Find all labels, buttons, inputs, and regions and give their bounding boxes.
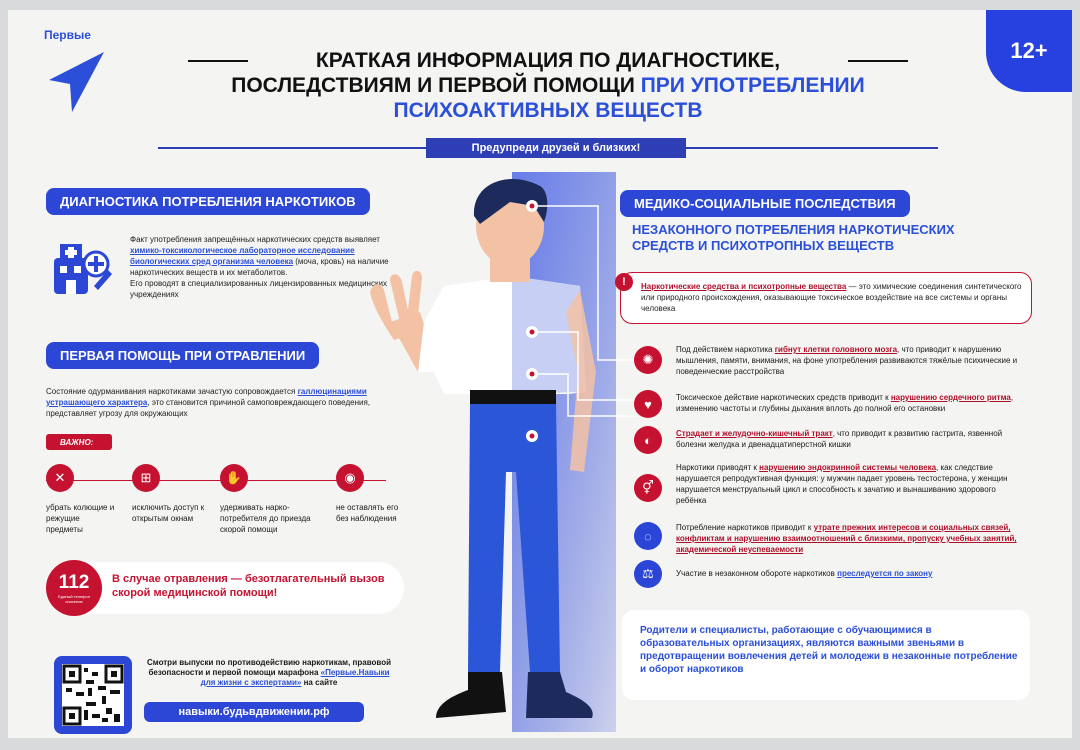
important-label: ВАЖНО: (46, 434, 112, 450)
definition-card (620, 272, 1032, 324)
definition-body: — это химические соединения синтетического или природного происхождения, оказывающие токсическое воздействие на все системы и органы человека (641, 282, 1022, 313)
gender-icon: ⚥ (634, 474, 662, 502)
consequence-5-a: Потребление наркотиков приводит к (676, 523, 814, 532)
knife-icon: ✕ (46, 464, 74, 492)
title-line-2-blue: ПРИ УПОТРЕБЛЕНИИ (640, 74, 865, 97)
emergency-card (46, 562, 404, 614)
parents-note-card (622, 610, 1030, 700)
consequences-subheading: НЕЗАКОННОГО ПОТРЕБЛЕНИЯ НАРКОТИЧЕСКИХ СРЕДСТВ И ПСИХОТРОПНЫХ ВЕЩЕСТВ (632, 222, 955, 253)
law-icon: ⚖ (634, 560, 662, 588)
diagnostics-highlight: химико-токсикологическое лабораторное исследование биологических сред организма человека (130, 246, 355, 266)
consequence-4-a: Наркотики приводят к (676, 463, 760, 472)
consequence-2 (676, 392, 1026, 414)
consequence-3-hl: Страдает и желудочно-кишечный тракт (676, 429, 833, 438)
alert-icon: ! (615, 273, 633, 291)
logo (44, 28, 114, 127)
consequence-1-a: Под действием наркотика (676, 345, 775, 354)
promo-text-main: Смотри выпуски по противодействию наркотикам, правовой безопасности и первой помощи марафона (146, 658, 392, 677)
title-line-2 (158, 73, 938, 98)
website-link[interactable]: навыки.будьвдвижении.рф (144, 702, 364, 722)
consequence-6-a: Участие в незаконном обороте наркотиков (676, 569, 838, 578)
emergency-badge (46, 560, 102, 616)
logo-text: Первые (44, 28, 91, 42)
tip-2: исключить доступ к открытым окнам (132, 503, 205, 523)
emergency-text: В случае отравления — безотлагательный вызов скорой медицинской помощи! (112, 573, 385, 599)
heart-icon: ♥ (634, 390, 662, 418)
promo-suffix: на сайте (301, 678, 338, 687)
consequence-2-a: Токсическое действие наркотических средств приводит к (676, 393, 891, 402)
diagnostics-text-a: Факт употребления запрещённых наркотических средств выявляет (130, 235, 380, 244)
consequence-3 (676, 428, 1026, 450)
parents-note: Родители и специалисты, работающие с обучающимися в образовательных организациях, являются важными звеньями в предотвращении вовлечения детей и молодежи в незаконные потребление и оборот наркотиков (640, 625, 1018, 675)
consequence-4 (676, 462, 1026, 506)
hold-person-icon: ✋ (220, 464, 248, 492)
warning-banner: Предупреди друзей и близких! (426, 138, 686, 158)
hospital-icon (48, 236, 114, 300)
consequence-5-hl: утрате прежних интересов и социальных связей, конфликтам и нарушению взаимоотношений с близкими, пропуску учебных занятий, академической неуспеваемости (676, 523, 1017, 554)
consequence-1-b: , что приводит к нарушению мышления, памяти, внимания, на фоне употребления развиваются тяжёлые психические и поведенческие расстройства (676, 345, 1018, 376)
consequence-4-b: , как следствие нарушается репродуктивная функция: у мужчин падает уровень тестостерона, у женщин нарушается менструальный цикл и способность к зачатию и вынашиванию здорового ребёнка (676, 463, 1008, 505)
consequence-2-hl: нарушению сердечного ритма (890, 393, 1011, 402)
tip-1: убрать колющие и режущие предметы (46, 503, 115, 534)
first-aid-highlight: галлюцинациями устрашающего характера (46, 387, 367, 407)
consequence-2-b: , изменению частоты и глубины дыхания вплоть до полной его остановки (676, 393, 1014, 413)
infographic-sheet (8, 10, 1072, 738)
definition-highlight: Наркотические средства и психотропные вещества (641, 282, 847, 291)
eye-icon: ◉ (336, 464, 364, 492)
diagnostics-heading: ДИАГНОСТИКА ПОТРЕБЛЕНИЯ НАРКОТИКОВ (46, 188, 370, 215)
first-aid-heading: ПЕРВАЯ ПОМОЩЬ ПРИ ОТРАВЛЕНИИ (46, 342, 319, 369)
consequence-1 (676, 344, 1026, 377)
diagnostics-text-c: Его проводят в специализированных лицензированных медицинских учреждениях (130, 279, 387, 299)
definition-text (641, 281, 1025, 314)
consequences-heading: МЕДИКО-СОЦИАЛЬНЫЕ ПОСЛЕДСТВИЯ (620, 190, 910, 217)
brain-icon: ✺ (634, 346, 662, 374)
diagnostics-text-b: (моча, кровь) на наличие наркотических веществ и их метаболитов. (130, 257, 389, 277)
qr-pattern-icon (62, 664, 124, 726)
window-icon: ⊞ (132, 464, 160, 492)
page-title (158, 48, 938, 123)
first-aid-text-b: , это становится причиной самоповреждающего поведения, представляет угрозу для окружающих (46, 398, 371, 418)
logo-arrow-icon (44, 42, 114, 122)
consequence-6-hl: преследуется по закону (837, 569, 933, 578)
tips-line (46, 480, 386, 481)
tip-4: не оставлять его без наблюдения (336, 503, 399, 523)
consequence-6 (676, 568, 1026, 579)
social-icon: ◌ (634, 522, 662, 550)
emergency-number: 112 (58, 572, 90, 593)
title-line-1: КРАТКАЯ ИНФОРМАЦИЯ ПО ДИАГНОСТИКЕ, (315, 49, 781, 72)
age-rating-badge: 12+ (986, 10, 1072, 92)
consequence-3-b: , что приводит к развитию гастрита, язвенной болезни желудка и двенадцатиперстной кишки (676, 429, 1003, 449)
consequence-4-hl: нарушению эндокринной системы человека (759, 463, 937, 472)
consequence-1-hl: гибнут клетки головного мозга (774, 345, 898, 354)
first-aid-text-a: Состояние одурманивания наркотиками зачастую сопровождается (46, 387, 298, 396)
tip-3: удерживать нарко-потребителя до приезда скорой помощи (220, 503, 311, 534)
qr-code[interactable] (54, 656, 132, 734)
title-line-3: ПСИХОАКТИВНЫХ ВЕЩЕСТВ (393, 99, 703, 122)
consequence-5 (676, 522, 1026, 555)
promo-link[interactable]: «Первые.Навыки для жизни с экспертами» (200, 668, 390, 687)
stomach-icon: ◐ (634, 426, 662, 454)
title-line-2-black: ПОСЛЕДСТВИЯМ И ПЕРВОЙ ПОМОЩИ (231, 74, 641, 97)
first-aid-text (46, 386, 396, 419)
emergency-caption: Единый телефон спасения (58, 594, 90, 604)
promo-text (144, 658, 394, 688)
